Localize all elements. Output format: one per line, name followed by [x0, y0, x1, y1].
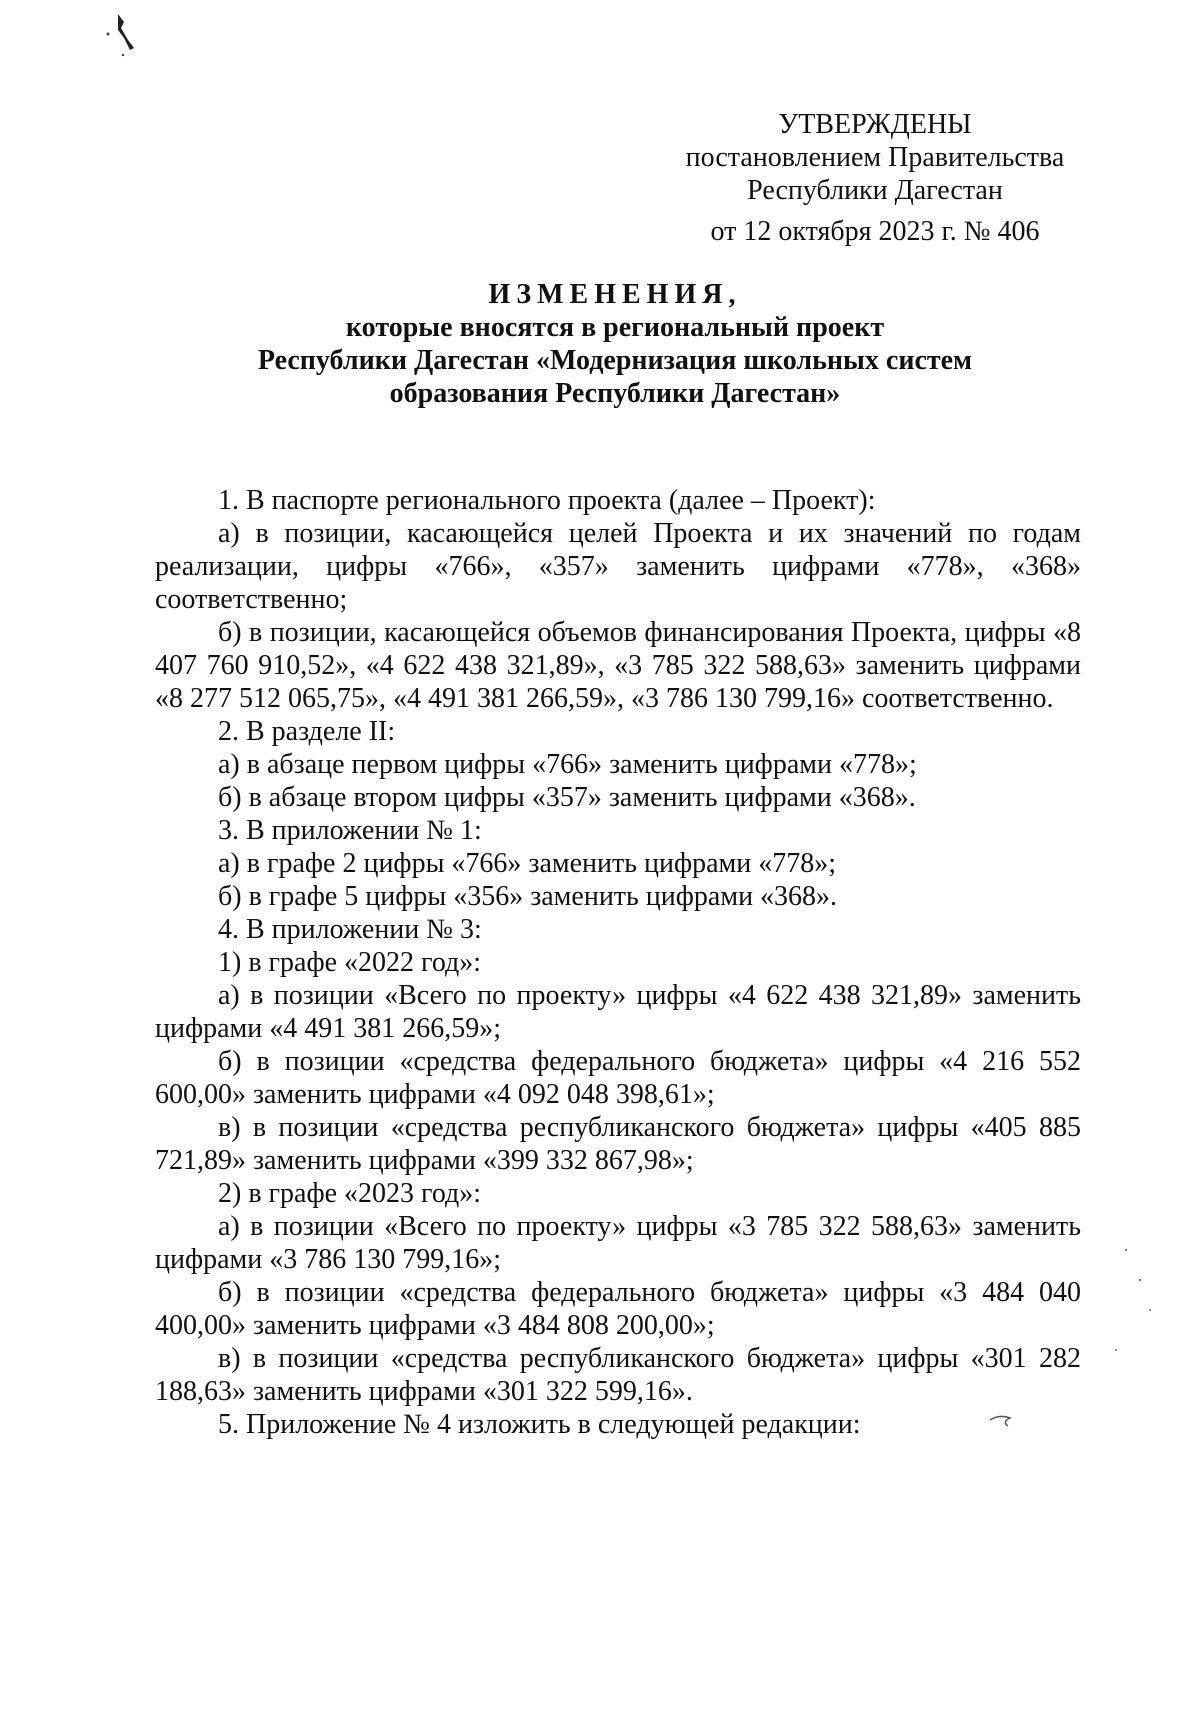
paragraph: б) в позиции «средства федерального бюджета» цифры «3 484 040 400,00» заменить цифрами «3 484 808 200,00»; [155, 1277, 1081, 1341]
approval-line-2: Республики Дагестан [747, 175, 1003, 206]
paragraph: а) в позиции, касающейся целей Проекта и их значений по годам реализации, цифры «766», «357» заменить цифрами «778», «368» соответственно; [155, 518, 1081, 615]
title-subtitle-3: образования Республики Дагестан» [389, 378, 841, 409]
scan-dot [1115, 1349, 1117, 1351]
paragraph: 1) в графе «2022 год»: [218, 947, 482, 978]
title-heading: ИЗМЕНЕНИЯ, [488, 279, 742, 310]
paragraph: в) в позиции «средства республиканского бюджета» цифры «405 885 721,89» заменить цифрами «399 332 867,98»; [155, 1112, 1081, 1176]
paragraph: в) в позиции «средства республиканского бюджета» цифры «301 282 188,63» заменить цифрами «301 322 599,16». [155, 1343, 1081, 1407]
paragraph: 4. В приложении № 3: [218, 914, 482, 945]
paragraph: а) в графе 2 цифры «766» заменить цифрами «778»; [218, 848, 837, 879]
scan-speck-top-left [118, 14, 134, 50]
approval-line-1: постановлением Правительства [685, 142, 1065, 173]
paragraph: а) в позиции «Всего по проекту» цифры «4 622 438 321,89» заменить цифрами «4 491 381 266,59»; [155, 980, 1081, 1044]
scan-dot [1125, 1249, 1127, 1251]
paragraph: 5. Приложение № 4 изложить в следующей редакции: [218, 1409, 861, 1440]
paragraph: б) в позиции, касающейся объемов финансирования Проекта, цифры «8 407 760 910,52», «4 622 438 321,89», «3 785 322 588,63» заменить цифрами «8 277 512 065,75», «4 491 381 266,59», «3 786 130 799,16» соответственно. [155, 617, 1081, 714]
approval-date: от 12 октября 2023 г. № 406 [710, 216, 1040, 247]
paragraph: б) в позиции «средства федерального бюджета» цифры «4 216 552 600,00» заменить цифрами «4 092 048 398,61»; [155, 1046, 1081, 1110]
paragraph: 2. В разделе II: [218, 716, 396, 747]
paragraph: б) в графе 5 цифры «356» заменить цифрами «368». [218, 881, 838, 912]
scan-dot [1139, 1279, 1141, 1281]
paragraph: б) в абзаце втором цифры «357» заменить цифрами «368». [218, 782, 916, 813]
title-subtitle-2: Республики Дагестан «Модернизация школьных систем [257, 345, 973, 376]
document-title [150, 278, 1080, 410]
scan-dot [1149, 1309, 1151, 1311]
scan-dot [107, 33, 110, 36]
paragraph: а) в позиции «Всего по проекту» цифры «3 785 322 588,63» заменить цифрами «3 786 130 799,16»; [155, 1211, 1081, 1275]
paragraph: 1. В паспорте регионального проекта (далее – Проект): [218, 485, 876, 516]
approval-block [640, 108, 1110, 248]
paragraph: а) в абзаце первом цифры «766» заменить цифрами «778»; [218, 749, 917, 780]
document-body [155, 484, 1081, 1441]
title-subtitle-1: которые вносятся в региональный проект [345, 312, 885, 343]
approval-stamp: УТВЕРЖДЕНЫ [778, 109, 972, 140]
scan-dot [122, 54, 124, 56]
paragraph: 3. В приложении № 1: [218, 815, 482, 846]
paragraph: 2) в графе «2023 год»: [218, 1178, 482, 1209]
